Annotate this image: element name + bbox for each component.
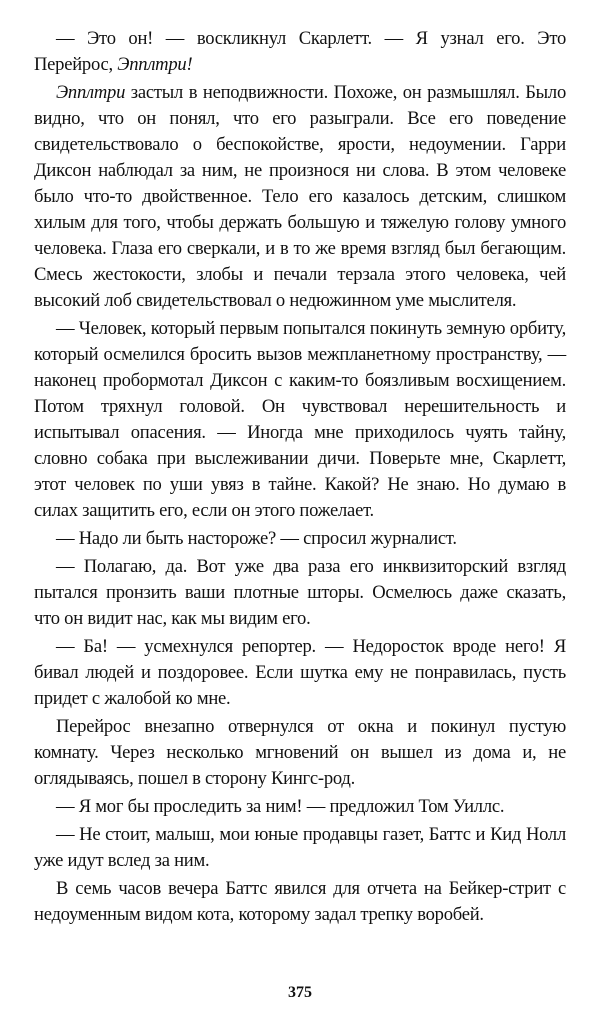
paragraph-5 <box>34 554 566 632</box>
paragraph-6 <box>34 634 566 712</box>
paragraph-4-text: — Надо ли быть настороже? — спросил журналист. <box>56 528 457 549</box>
paragraph-1-text: — Это он! — воскликнул Скарлетт. — Я узнал его. Это Перейрос, <box>34 28 566 75</box>
paragraph-2-italic-name: Эпплтри <box>56 82 126 103</box>
paragraph-2 <box>34 80 566 314</box>
page-number: 375 <box>288 984 312 1001</box>
paragraph-3 <box>34 316 566 524</box>
paragraph-6-text: — Ба! — усмехнулся репортер. — Недоросток вроде него! Я бивал людей и поздоровее. Если шутка ему не понравилась, пусть придет с жалобой ко мне. <box>34 636 566 709</box>
paragraph-10-text: В семь часов вечера Баттс явился для отчета на Бейкер-стрит с недоуменным видом кота, которому задал трепку воробей. <box>34 878 566 925</box>
paragraph-2-text: застыл в неподвижности. Похоже, он размышлял. Было видно, что он понял, что его разыграли. Все его поведение свидетельствовало о беспокойстве, ярости, недоумении. Гарри Диксон наблюдал за ним, не произнося ни слова. В этом человеке было что-то двойственное. Тело его казалось детским, слишком хилым для того, чтобы держать большую и тяжелую голову умного человека. Глаза его сверкали, и в то же время взгляд был бегающим. Смесь жестокости, злобы и печали терзала этого человека, чей высокий лоб свидетельствовал о недюжинном уме мыслителя. <box>34 82 566 311</box>
paragraph-9 <box>34 822 566 874</box>
paragraph-7-text: Перейрос внезапно отвернулся от окна и покинул пустую комнату. Через несколько мгновений он вышел из дома и, не оглядываясь, пошел в сторону Кингс-род. <box>34 716 566 789</box>
paragraph-1-italic-name: Эпплтри! <box>117 54 193 75</box>
paragraph-8-text: — Я мог бы проследить за ним! — предложил Том Уиллс. <box>56 796 505 817</box>
paragraph-10 <box>34 876 566 928</box>
paragraph-1 <box>34 26 566 78</box>
paragraph-9-text: — Не стоит, малыш, мои юные продавцы газет, Баттс и Кид Нолл уже идут вслед за ним. <box>34 824 566 871</box>
paragraph-5-text: — Полагаю, да. Вот уже два раза его инквизиторский взгляд пытался пронзить ваши плотные шторы. Осмелюсь даже сказать, что он видит нас, как мы видим его. <box>34 556 566 629</box>
paragraph-4 <box>34 526 566 552</box>
paragraph-8 <box>34 794 566 820</box>
paragraph-3-text: — Человек, который первым попытался покинуть земную орбиту, который осмелился бросить вызов межпланетному пространству, — наконец пробормотал Диксон с каким-то боязливым восхищением. Потом тряхнул головой. Он чувствовал нерешительность и испытывал опасения. — Иногда мне приходилось чуять тайну, словно собака при выслеживании дичи. Поверьте мне, Скарлетт, этот человек по уши увяз в тайне. Какой? Не знаю. Но думаю в силах защитить его, если он этого пожелает. <box>34 318 566 521</box>
paragraph-7 <box>34 714 566 792</box>
page-body <box>34 26 566 928</box>
